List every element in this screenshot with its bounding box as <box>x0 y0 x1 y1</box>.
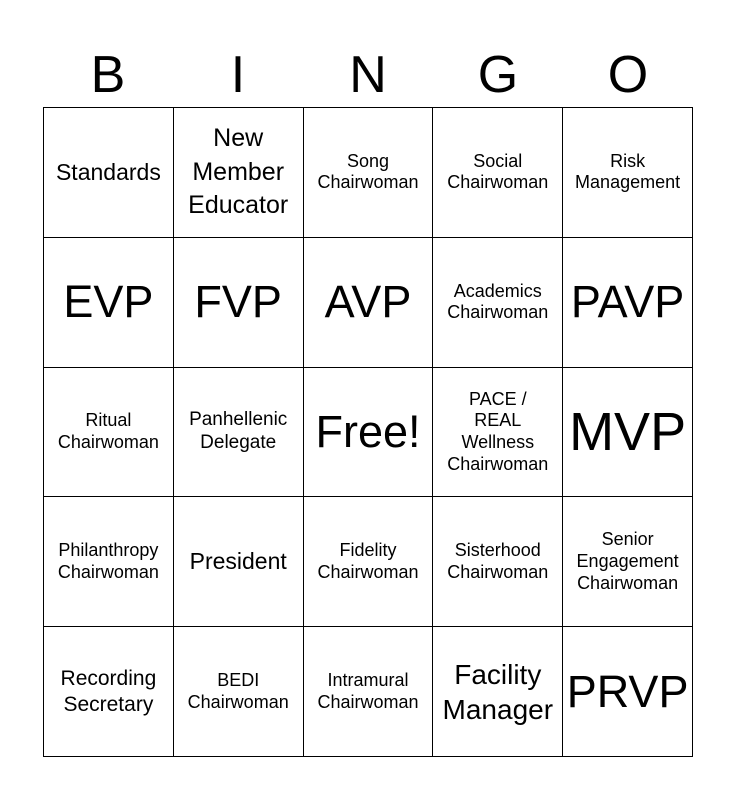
bingo-cell-r3c3-free[interactable] <box>304 368 434 498</box>
bingo-cell-r3c4[interactable] <box>433 368 563 498</box>
cell-text: PACE / REAL Wellness Chairwoman <box>447 388 549 474</box>
bingo-cell-r5c2[interactable] <box>174 627 304 757</box>
cell-text: Social Chairwoman <box>447 150 549 193</box>
bingo-cell-r5c3[interactable] <box>304 627 434 757</box>
bingo-cell-r4c1[interactable] <box>44 497 174 627</box>
header-letter-n: N <box>349 46 387 104</box>
header-letter-g: G <box>477 46 519 104</box>
cell-text: Free! <box>315 405 421 457</box>
header-letter-b: B <box>90 46 126 104</box>
bingo-cell-r1c1[interactable] <box>44 108 174 238</box>
bingo-cell-r2c1[interactable] <box>44 238 174 368</box>
cell-text: Panhellenic Delegate <box>189 409 288 453</box>
bingo-cell-r4c2[interactable] <box>174 497 304 627</box>
cell-text: PRVP <box>566 665 689 717</box>
bingo-cell-r4c4[interactable] <box>433 497 563 627</box>
header-letter-o: O <box>607 46 649 104</box>
cell-text: President <box>189 547 287 574</box>
bingo-cell-r2c2[interactable] <box>174 238 304 368</box>
bingo-cell-r2c5[interactable] <box>563 238 693 368</box>
bingo-cell-r5c1[interactable] <box>44 627 174 757</box>
bingo-cell-r3c2[interactable] <box>174 368 304 498</box>
cell-text: EVP <box>63 276 154 328</box>
bingo-cell-r1c4[interactable] <box>433 108 563 238</box>
cell-text: Standards <box>55 158 161 185</box>
bingo-cell-r5c5[interactable] <box>563 627 693 757</box>
cell-text: AVP <box>324 276 412 328</box>
bingo-header <box>43 42 693 108</box>
bingo-board <box>43 107 693 757</box>
cell-text: Philanthropy Chairwoman <box>57 540 159 582</box>
bingo-cell-r5c4[interactable] <box>433 627 563 757</box>
bingo-cell-r1c2[interactable] <box>174 108 304 238</box>
bingo-cell-r4c5[interactable] <box>563 497 693 627</box>
cell-text: Academics Chairwoman <box>447 280 549 323</box>
bingo-cell-r2c3[interactable] <box>304 238 434 368</box>
cell-text: Fidelity Chairwoman <box>317 540 419 582</box>
cell-text: Facility Manager <box>442 658 554 725</box>
bingo-cell-r1c5[interactable] <box>563 108 693 238</box>
cell-text: Risk Management <box>575 150 681 193</box>
cell-text: BEDI Chairwoman <box>187 670 289 712</box>
cell-text: Intramural Chairwoman <box>317 670 419 712</box>
cell-text: Ritual Chairwoman <box>57 410 159 452</box>
bingo-cell-r3c1[interactable] <box>44 368 174 498</box>
header-letter-i: I <box>230 46 246 104</box>
cell-text: MVP <box>569 401 687 462</box>
cell-text: Song Chairwoman <box>317 150 419 193</box>
cell-text: FVP <box>194 276 282 328</box>
cell-text: New Member Educator <box>188 123 289 220</box>
bingo-cell-r2c4[interactable] <box>433 238 563 368</box>
bingo-cell-r3c5[interactable] <box>563 368 693 498</box>
cell-text: Sisterhood Chairwoman <box>447 540 549 582</box>
cell-text: Senior Engagement Chairwoman <box>576 529 679 593</box>
bingo-cell-r1c3[interactable] <box>304 108 434 238</box>
cell-text: Recording Secretary <box>60 667 157 716</box>
cell-text: PAVP <box>570 276 685 328</box>
bingo-cell-r4c3[interactable] <box>304 497 434 627</box>
